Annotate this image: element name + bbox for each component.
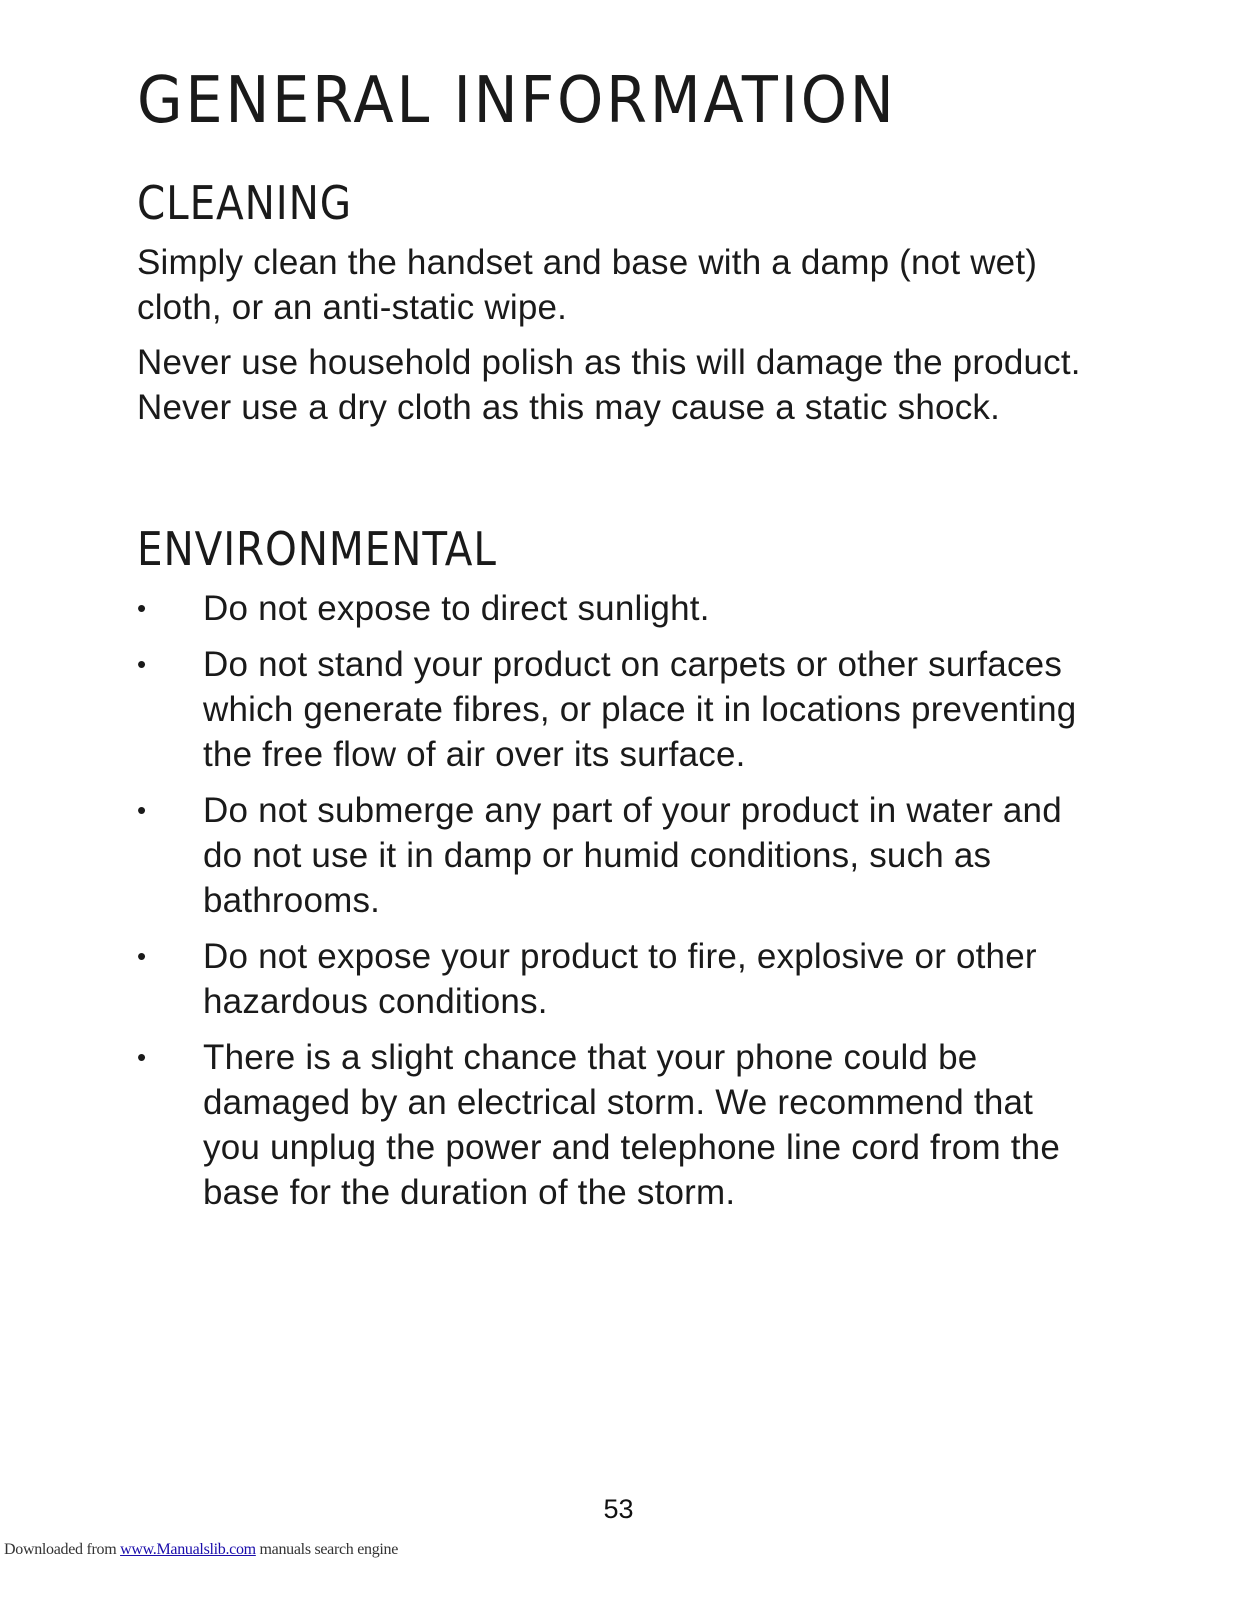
environmental-list [137,586,1097,1226]
footer-prefix: Downloaded from [4,1541,121,1558]
cleaning-heading: CLEANING [137,176,352,230]
list-item-text: Do not expose to direct sunlight. [203,589,710,628]
list-item [137,934,1097,1024]
footer-suffix: manuals search engine [255,1541,399,1558]
cleaning-paragraph-2: Never use household polish as this will damage the product. Never use a dry cloth as this may cause a static shock. [137,343,1081,427]
list-item [137,1035,1097,1215]
manualslib-link[interactable]: www.Manualslib.com [120,1541,256,1558]
page-number: 53 [603,1494,634,1524]
list-item [137,788,1097,923]
bullet-icon: • [137,1042,147,1072]
list-item-text: Do not submerge any part of your product in water and do not use it in damp or humid conditions, such as bathrooms. [203,791,1062,920]
cleaning-paragraph-1: Simply clean the handset and base with a damp (not wet) cloth, or an anti-static wipe. [137,243,1038,327]
page-title: GENERAL INFORMATION [137,64,897,138]
list-item-text: Do not expose your product to fire, explosive or other hazardous conditions. [203,937,1037,1021]
bullet-icon: • [137,649,147,679]
bullet-icon: • [137,795,147,825]
list-item [137,642,1097,777]
list-item [137,586,1097,631]
bullet-icon: • [137,593,147,623]
list-item-text: Do not stand your product on carpets or other surfaces which generate fibres, or place it in locations preventing the free flow of air over its surface. [203,645,1077,774]
list-item-text: There is a slight chance that your phone could be damaged by an electrical storm. We recommend that you unplug the power and telephone line cord from the base for the duration of the storm. [203,1038,1061,1212]
download-footer [4,1541,398,1559]
bullet-icon: • [137,941,147,971]
environmental-heading: ENVIRONMENTAL [137,522,497,576]
